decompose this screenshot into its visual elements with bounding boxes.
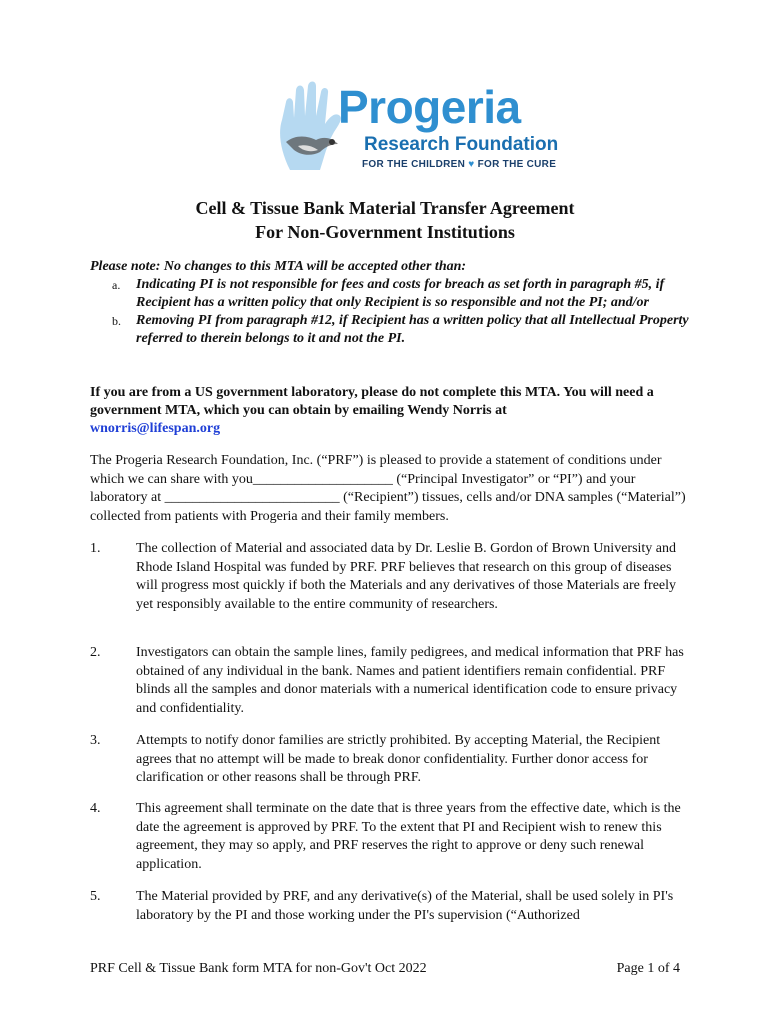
prf-logo [272,78,582,178]
clause-text: This agreement shall terminate on the date that is three years from the effective date, which is the date the agreement is approved by PRF. To the extent that PI and Recipient wish to renew this agreement, they may so apply, and PRF reserves the right to approve or deny such renewal application. [136,801,681,872]
note-item-b [90,312,690,348]
clause-text: Investigators can obtain the sample lines, family pedigrees, and medical information that PRF has obtained of any individual in the bank. Names and patient identifiers remain confidential. PRF blinds all the samples and donor materials with a numerical identification code to ensure privacy and confidentiality. [136,645,684,716]
note-heading: Please note: No changes to this MTA will be accepted other than: [90,259,467,274]
note-text: Removing PI from paragraph #12, if Recipient has a written policy that all Intellectual Property referred to therein belongs to it and not the PI. [136,313,689,346]
clause-number: 4. [90,801,101,816]
clause-number: 2. [90,645,101,660]
email-link[interactable]: wnorris@lifespan.org [90,421,221,436]
tagline-part2: FOR THE CURE [477,159,557,170]
clause-number: 3. [90,733,101,748]
heart-icon: ♥ [468,159,475,170]
footer-form-name: PRF Cell & Tissue Bank form MTA for non-Gov't Oct 2022 [90,961,427,976]
note-text: Indicating PI is not responsible for fees and costs for breach as set forth in paragraph #5, if Recipient has a written policy that only Recipient is so responsible and not the PI; and/or [136,277,665,310]
tagline-part1: FOR THE CHILDREN [362,159,466,170]
intro-paragraph: The Progeria Research Foundation, Inc. (“PRF”) is pleased to provide a statement of conditions under which we can share with you____________________ (“Principal Investigator” or “PI”) and your laboratory at _________________________ (“Recipient”) tissues, cells and/or DNA samples (“Material”) collected from patients with Progeria and their family members. [90,453,686,524]
note-marker: b. [112,314,121,328]
note-list [90,276,690,348]
clause-number: 5. [90,889,101,904]
page-number: Page 1 of 4 [616,961,680,976]
clause-text: The collection of Material and associated data by Dr. Leslie B. Gordon of Brown University and Rhode Island Hospital was funded by PRF. PRF believes that research on this group of diseases will progress most quickly if both the Materials and any derivatives of those Materials are freely yet responsibly available to the entire community of researchers. [136,541,677,612]
government-notice-text: If you are from a US government laboratory, please do not complete this MTA. You will need a government MTA, which you can obtain by emailing Wendy Norris at [90,385,654,418]
logo-brand-text: Progeria [338,81,521,133]
logo-tagline [362,158,556,172]
note-marker: a. [112,278,121,292]
clause-text: Attempts to notify donor families are strictly prohibited. By accepting Material, the Recipient agrees that no attempt will be made to break donor confidentiality. Further donor access for clarification or other reasons shall be through PRF. [136,733,661,785]
clause-number: 1. [90,541,101,556]
note-item-a [90,276,690,312]
logo-subtitle: Research Foundation [364,134,559,155]
document-subtitle: For Non-Government Institutions [255,222,515,242]
document-title: Cell & Tissue Bank Material Transfer Agreement [195,198,575,218]
government-notice [90,384,690,438]
clause-text: The Material provided by PRF, and any derivative(s) of the Material, shall be used solely in PI's laboratory by the PI and those working under the PI's supervision (“Authorized [136,889,674,923]
